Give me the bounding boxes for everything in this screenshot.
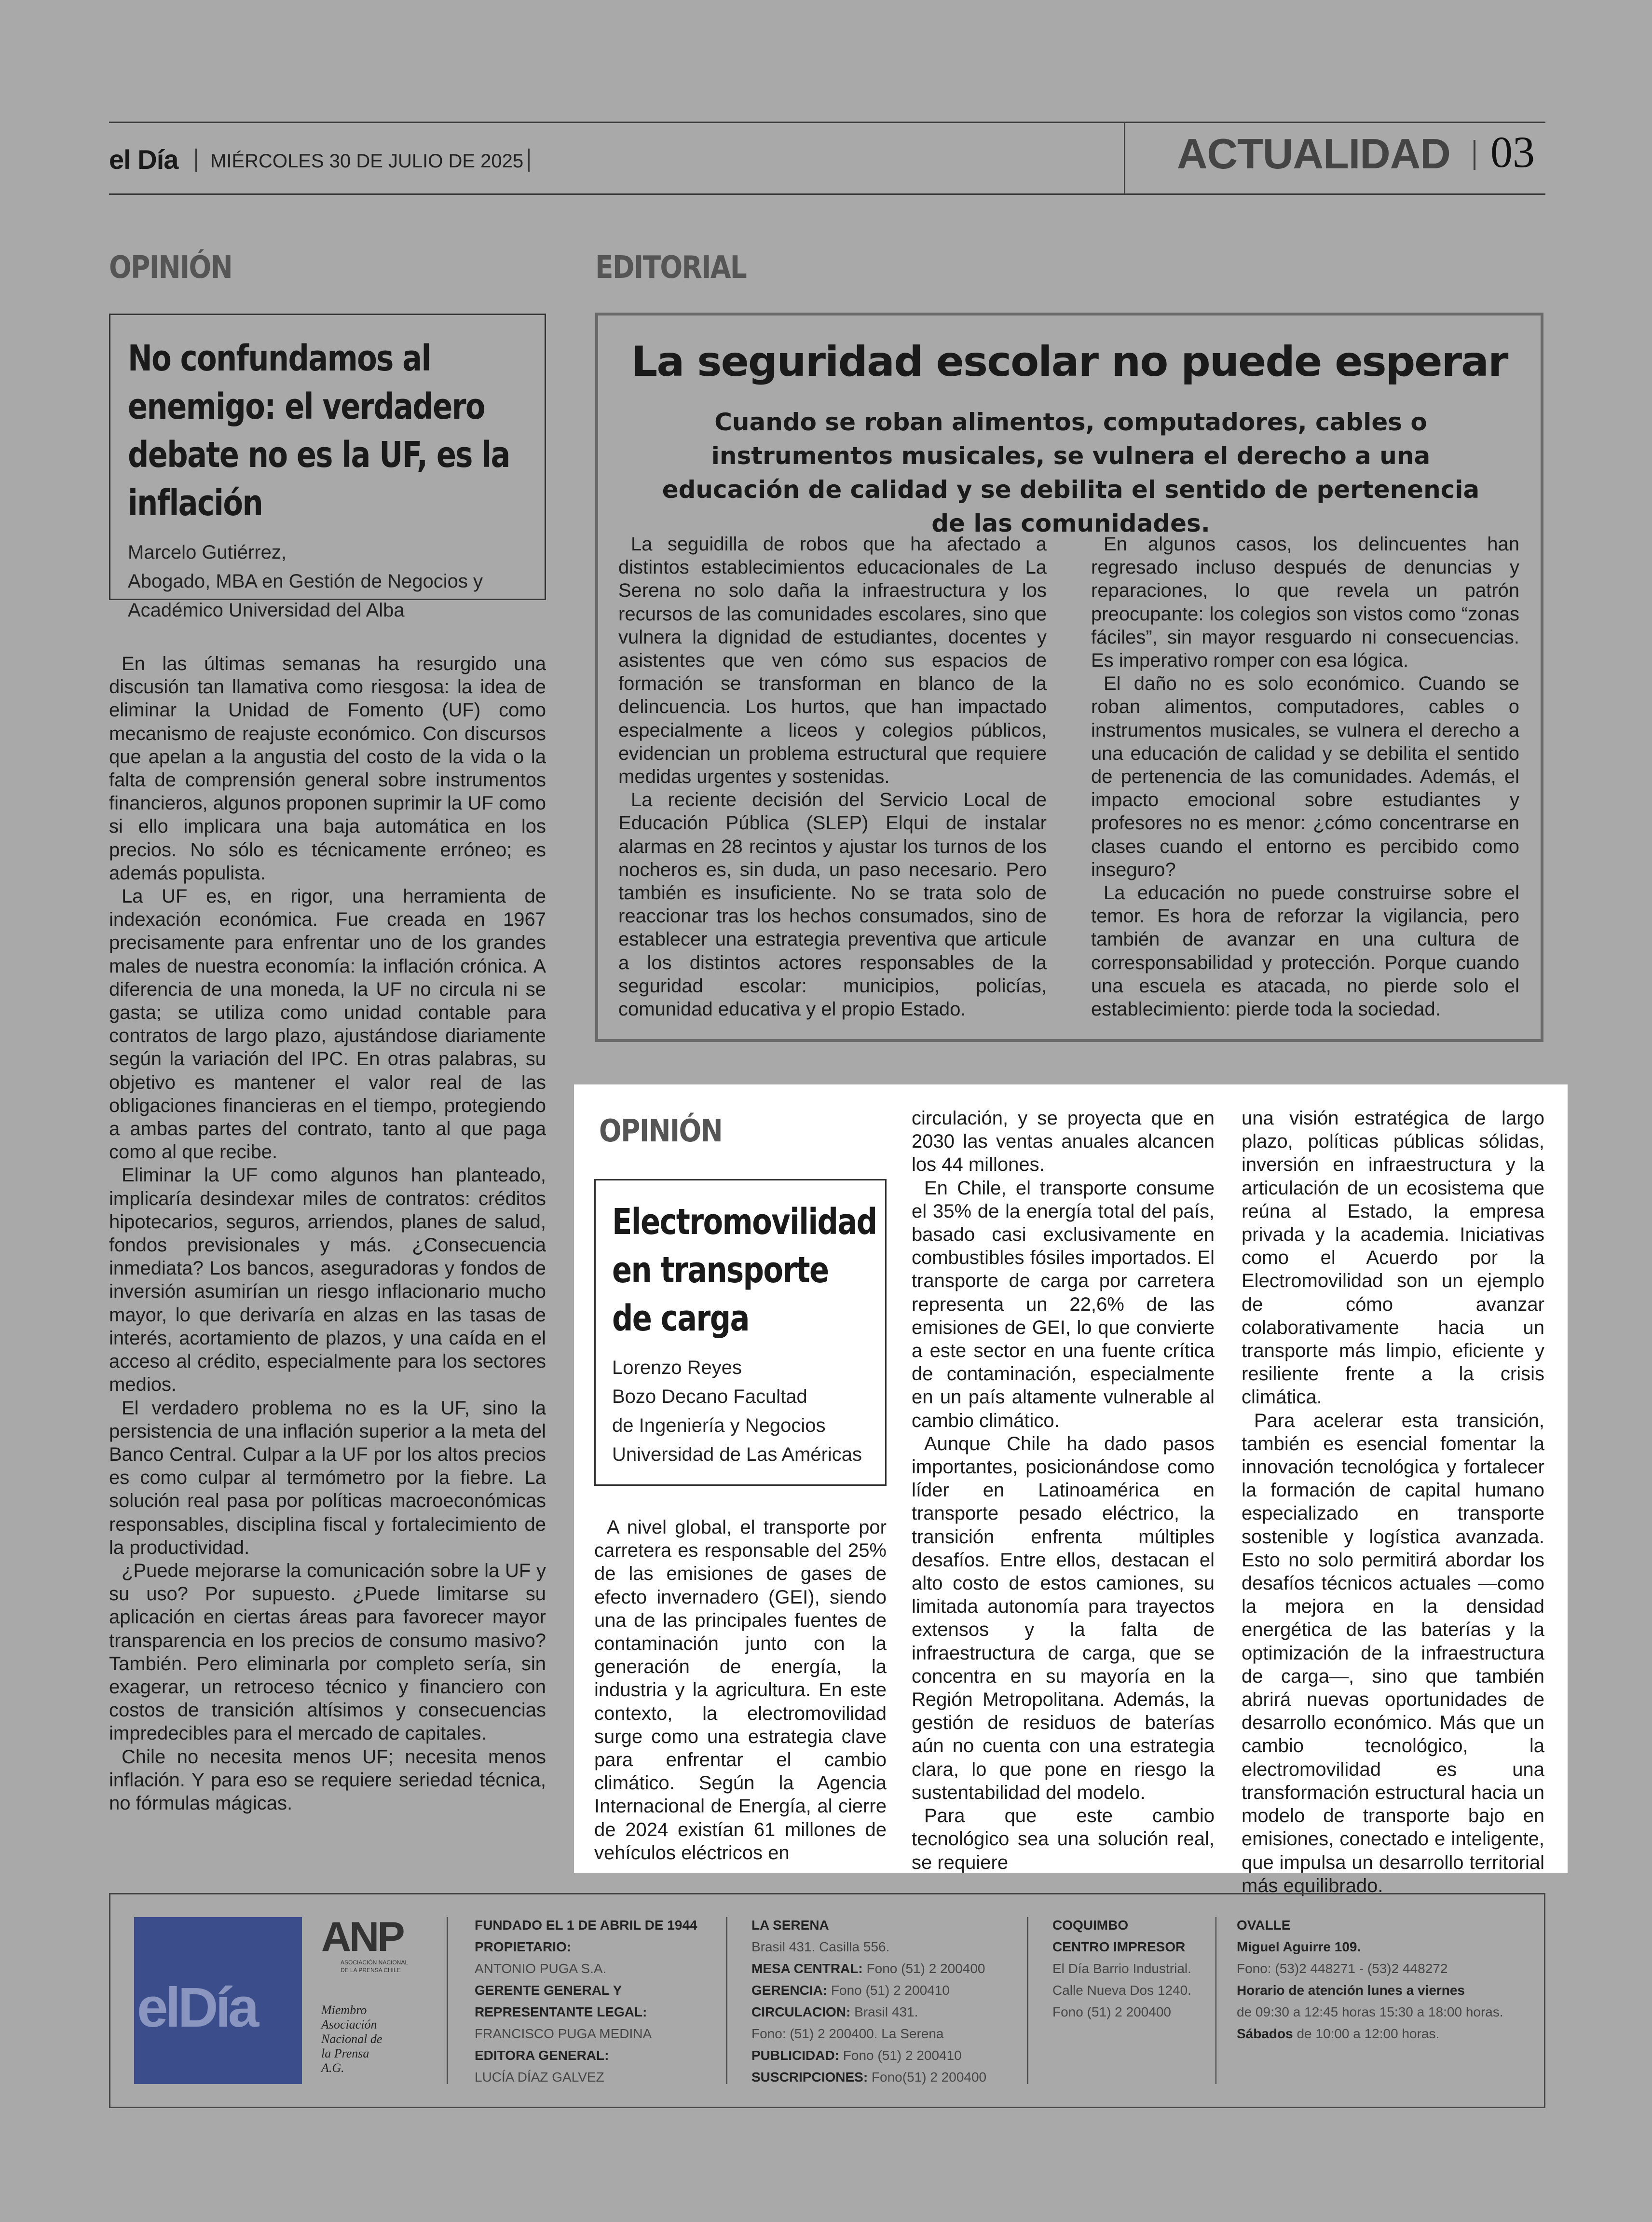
anp-logo	[321, 1915, 423, 1974]
opinion2-title: Electromovilidad en transporte de carga	[612, 1201, 877, 1339]
paragraph: La reciente decisión del Servicio Local de Educación Pública (SLEP) Elqui de instalar alarmas en 28 recintos y ajustar los turnos de los nocheros es, sin duda, un paso necesario. Pero también es insuficiente. No se trata solo de reaccionar tras los hechos consumados, sino de establecer una estrategia preventiva que articule a los distintos actores responsables de la seguridad escolar: municipios, policías, comunidad educativa y el propio Estado.	[618, 789, 1047, 1020]
author-line: Lorenzo Reyes	[612, 1357, 742, 1378]
opinion-body	[109, 652, 546, 1815]
paragraph: El verdadero problema no es la UF, sino la persistencia de una inflación superior a la meta del Banco Central. Culpar a la UF por los altos precios es como culpar al termómetro por la fiebre. La solución real pasa por políticas macroeconómicas responsables, disciplina fiscal y fortalecimiento de la productividad.	[109, 1397, 546, 1558]
logo-text: elDía	[137, 1976, 257, 2039]
issue-date: MIÉRCOLES 30 DE JULIO DE 2025	[210, 151, 524, 172]
staff-label: FUNDADO EL 1 DE ABRIL DE 1944	[475, 1918, 697, 1933]
office-title: LA SERENA	[751, 1918, 829, 1933]
office-value: Brasil 431.	[854, 2004, 918, 2019]
opinion2-author	[612, 1353, 885, 1469]
office-label: CIRCULACION:	[751, 2004, 851, 2019]
editorial-subtitle: Cuando se roban alimentos, computadores, cables o instrumentos musicales, se vulnera el derecho a una educación de calidad y se debilita el sentido de pertenencia de las comunidades.	[662, 408, 1480, 537]
paragraph: una visión estratégica de largo plazo, políticas públicas sólidas, inversión en infraestructura y la articulación de un ecosistema que reúna al Estado, la empresa privada y la academia. Iniciativas como el Acuerdo por la Electromovilidad son un ejemplo de cómo avanzar colaborativamente hacia un transporte más limpio, eficiente y resiliente frente a la crisis climática.	[1242, 1108, 1544, 1408]
office-label: PUBLICIDAD:	[751, 2048, 839, 2063]
office-value: Fono(51) 2 200400	[871, 2070, 987, 2085]
office-line: de 09:30 a 12:45 horas 15:30 a 18:00 horas.	[1237, 2004, 1503, 2019]
paragraph: La educación no puede construirse sobre el temor. Es hora de reforzar la vigilancia, pero también de avanzar en una cultura de corresponsabilidad y protección. Porque cuando una escuela es atacada, no pierde solo el establecimiento: pierde toda la sociedad.	[1091, 882, 1519, 1020]
page-number: 03	[1490, 127, 1535, 177]
author-line: Bozo Decano Facultad	[612, 1386, 807, 1407]
opinion-kicker: OPINIÓN	[109, 250, 232, 286]
office-label: Miguel Aguirre 109.	[1237, 1939, 1361, 1954]
office-line: Fono: (51) 2 200400. La Serena	[751, 2026, 944, 2041]
paragraph: En las últimas semanas ha resurgido una discusión tan llamativa como riesgosa: la idea de eliminar la Unidad de Fomento (UF) como mecanismo de reajuste económico. Con discursos que apelan a la angustia del costo de la vida o la falta de comprensión general sobre instrumentos financieros, algunos proponen suprimir la UF como si ello implicara una baja automática en los precios. No sólo es técnicamente erróneo; es además populista.	[109, 653, 546, 884]
editorial-kicker: EDITORIAL	[595, 250, 747, 286]
paragraph: ¿Puede mejorarse la comunicación sobre la UF y su uso? Por supuesto. ¿Puede limitarse su aplicación en ciertas áreas para favorecer mayor transparencia en los precios de consumo masivo? También. Pero eliminarla por completo sería, sin exagerar, un retroceso técnico y financiero con costos de transición altísimos y consecuencias impredecibles para el mercado de capitales.	[109, 1560, 546, 1744]
opinion2-column-1	[594, 1516, 887, 1865]
office-value: Fono (51) 2 200410	[843, 2048, 962, 2063]
office-label: CENTRO IMPRESOR	[1052, 1939, 1186, 1954]
member-line: Asociación	[321, 2017, 377, 2031]
paragraph: En Chile, el transporte consume el 35% de la energía total del país, basado casi exclusivamente en combustibles fósiles importados. El transporte de carga por carretera representa un 22,6% de las emisiones de GEI, lo que convierte a este sector en una fuente crítica de contaminación, especialmente en un país altamente vulnerable al cambio climático.	[912, 1177, 1215, 1431]
office-value: Fono (51) 2 200400	[866, 1961, 985, 1976]
member-line: A.G.	[321, 2061, 344, 2075]
masthead-brand: el Día	[109, 144, 178, 175]
editorial-title: La seguridad escolar no puede esperar	[631, 338, 1508, 386]
editorial-column-2	[1091, 533, 1519, 1021]
office-label: SUSCRIPCIONES:	[751, 2070, 868, 2085]
paragraph: La seguidilla de robos que ha afectado a distintos establecimientos educacionales de La Serena no solo daña la infraestructura y los recursos de las comunidades escolares, sino que vulnera la dignidad de estudiantes, docentes y asistentes que ven cómo sus espacios de formación se transforman en blanco de la delincuencia. Los hurtos, que han impactado especialmente a liceos y colegios públicos, evidencian un problema estructural que requiere medidas urgentes y sostenidas.	[618, 534, 1047, 788]
office-title: OVALLE	[1237, 1918, 1291, 1933]
opinion2-column-2	[912, 1107, 1215, 1874]
office-label: MESA CENTRAL:	[751, 1961, 863, 1976]
staff-value: ANTONIO PUGA S.A.	[475, 1961, 607, 1976]
paragraph: La UF es, en rigor, una herramienta de indexación económica. Fue creada en 1967 precisamente para enfrentar uno de los grandes males de nuestra economía: la inflación crónica. A diferencia de una moneda, la UF no circula ni se gasta; se utiliza como unidad contable para contratos de largo plazo, ajustándose diariamente según la variación del IPC. En otras palabras, su objetivo es mantener el valor real de las obligaciones financieras en el tiempo, protegiendo a ambas partes del contrato, tanto al que paga como al que recibe.	[109, 886, 546, 1163]
anp-mark: ANP	[321, 1914, 403, 1960]
opinion-title-box	[109, 314, 546, 621]
author-line: Universidad de Las Américas	[612, 1444, 862, 1465]
office-line: Calle Nueva Dos 1240.	[1052, 1983, 1191, 1998]
office-line: Fono (51) 2 200400	[1052, 2004, 1171, 2019]
paragraph: En algunos casos, los delincuentes han regresado incluso después de denuncias y reparaciones, lo que revela un patrón preocupante: los colegios son vistos como “zonas fáciles”, sin mayor resguardo ni consecuencias. Es imperativo romper con esa lógica.	[1091, 534, 1519, 672]
ovalle-block	[1237, 1914, 1503, 2044]
staff-block	[475, 1914, 697, 2088]
opinion-author	[128, 538, 545, 625]
staff-label: REPRESENTANTE LEGAL:	[475, 2004, 647, 2019]
office-label: GERENCIA:	[751, 1983, 828, 1998]
section-title: ACTUALIDAD	[1177, 130, 1450, 178]
member-line: Miembro	[321, 2003, 367, 2017]
eldia-logo	[134, 1917, 302, 2084]
author-line: de Ingeniería y Negocios	[612, 1415, 826, 1436]
author-line: Académico Universidad del Alba	[128, 600, 405, 621]
paragraph: Chile no necesita menos UF; necesita menos inflación. Y para eso se requiere seriedad técnica, no fórmulas mágicas.	[109, 1746, 546, 1814]
opinion-title: No confundamos al enemigo: el verdadero debate no es la UF, es la inflación	[128, 338, 510, 524]
member-line: Nacional de	[321, 2032, 382, 2046]
paragraph: Para que este cambio tecnológico sea una solución real, se requiere	[912, 1805, 1215, 1873]
staff-label: GERENTE GENERAL Y	[475, 1983, 622, 1998]
member-text	[321, 2003, 382, 2075]
staff-label: PROPIETARIO:	[475, 1939, 572, 1954]
staff-value: LUCÍA DÍAZ GALVEZ	[475, 2070, 604, 2085]
paragraph: Aunque Chile ha dado pasos importantes, posicionándose como líder en Latinoamérica en transporte pesado eléctrico, la transición enfrenta múltiples desafíos. Entre ellos, destacan el alto costo de estos camiones, su limitada autonomía para trayectos extensos y la falta de infraestructura de carga, que se concentra en su mayoría en la Región Metropolitana. Además, la gestión de residuos de baterías aún no cuenta con una estrategia clara, lo que pone en riesgo la sustentabilidad del modelo.	[912, 1433, 1215, 1803]
anp-small: ASOCIACIÓN NACIONAL DE LA PRENSA CHILE	[341, 1959, 408, 1974]
la-serena-block	[751, 1914, 986, 2088]
editorial-column-1	[618, 533, 1047, 1021]
office-line: Brasil 431. Casilla 556.	[751, 1939, 890, 1954]
author-line: Abogado, MBA en Gestión de Negocios y	[128, 571, 483, 592]
opinion2-kicker: OPINIÓN	[599, 1113, 722, 1149]
paragraph: circulación, y se proyecta que en 2030 las ventas anuales alcancen los 44 millones.	[912, 1108, 1215, 1176]
opinion2-title-box	[594, 1179, 887, 1486]
office-value: Fono (51) 2 200410	[831, 1983, 950, 1998]
office-value: de 10:00 a 12:00 horas.	[1297, 2026, 1440, 2041]
paragraph: Para acelerar esta transición, también es esencial fomentar la innovación tecnológica y fortalecer la formación de capital humano especializado en transporte sostenible y logística avanzada. Esto no solo permitirá abordar los desafíos técnicos actuales —como la mejora en la densidad energética de las baterías y la optimización de la infraestructura de carga—, sino que también abrirá nuevas oportunidades de desarrollo económico. Más que un cambio tecnológico, la electromovilidad es una transformación estructural hacia un modelo de transporte bajo en emisiones, conectado e inteligente, que impulsa un desarrollo territorial más equilibrado.	[1242, 1410, 1544, 1896]
paragraph: Eliminar la UF como algunos han planteado, implicaría desindexar miles de contratos: créditos hipotecarios, seguros, arriendos, planes de salud, fondos previsionales y más. ¿Consecuencia inmediata? Los bancos, aseguradoras y fondos de inversión asumirían un riesgo inflacionario mucho mayor, lo que derivaría en alzas en las tasas de interés, acortamiento de plazos, y una caída en el acceso al crédito, especialmente para los sectores medios.	[109, 1165, 546, 1396]
paragraph: A nivel global, el transporte por carretera es responsable del 25% de las emisiones de gases de efecto invernadero (GEI), siendo una de las principales fuentes de contaminación junto con la generación de energía, la industria y la agricultura. En este contexto, la electromovilidad surge como una estrategia clave para enfrentar el cambio climático. Según la Agencia Internacional de Energía, al cierre de 2024 existían 61 millones de vehículos eléctricos en	[594, 1517, 887, 1864]
paragraph: El daño no es solo económico. Cuando se roban alimentos, computadores, cables o instrumentos musicales, se vulnera el derecho a una educación de calidad y se debilita el sentido de pertenencia de las comunidades. Además, el impacto emocional sobre estudiantes y profesores no es menor: ¿cómo concentrarse en clases cuando el entorno es percibido como inseguro?	[1091, 673, 1519, 880]
staff-label: EDITORA GENERAL:	[475, 2048, 609, 2063]
coquimbo-block	[1052, 1914, 1191, 2023]
office-label: Sábados	[1237, 2026, 1293, 2041]
office-label: Horario de atención lunes a viernes	[1237, 1983, 1465, 1998]
opinion2-column-3	[1242, 1107, 1544, 1897]
office-line: El Día Barrio Industrial.	[1052, 1961, 1191, 1976]
member-line: la Prensa	[321, 2046, 369, 2060]
office-title: COQUIMBO	[1052, 1918, 1129, 1933]
author-line: Marcelo Gutiérrez,	[128, 542, 287, 563]
staff-value: FRANCISCO PUGA MEDINA	[475, 2026, 652, 2041]
office-line: Fono: (53)2 448271 - (53)2 448272	[1237, 1961, 1448, 1976]
